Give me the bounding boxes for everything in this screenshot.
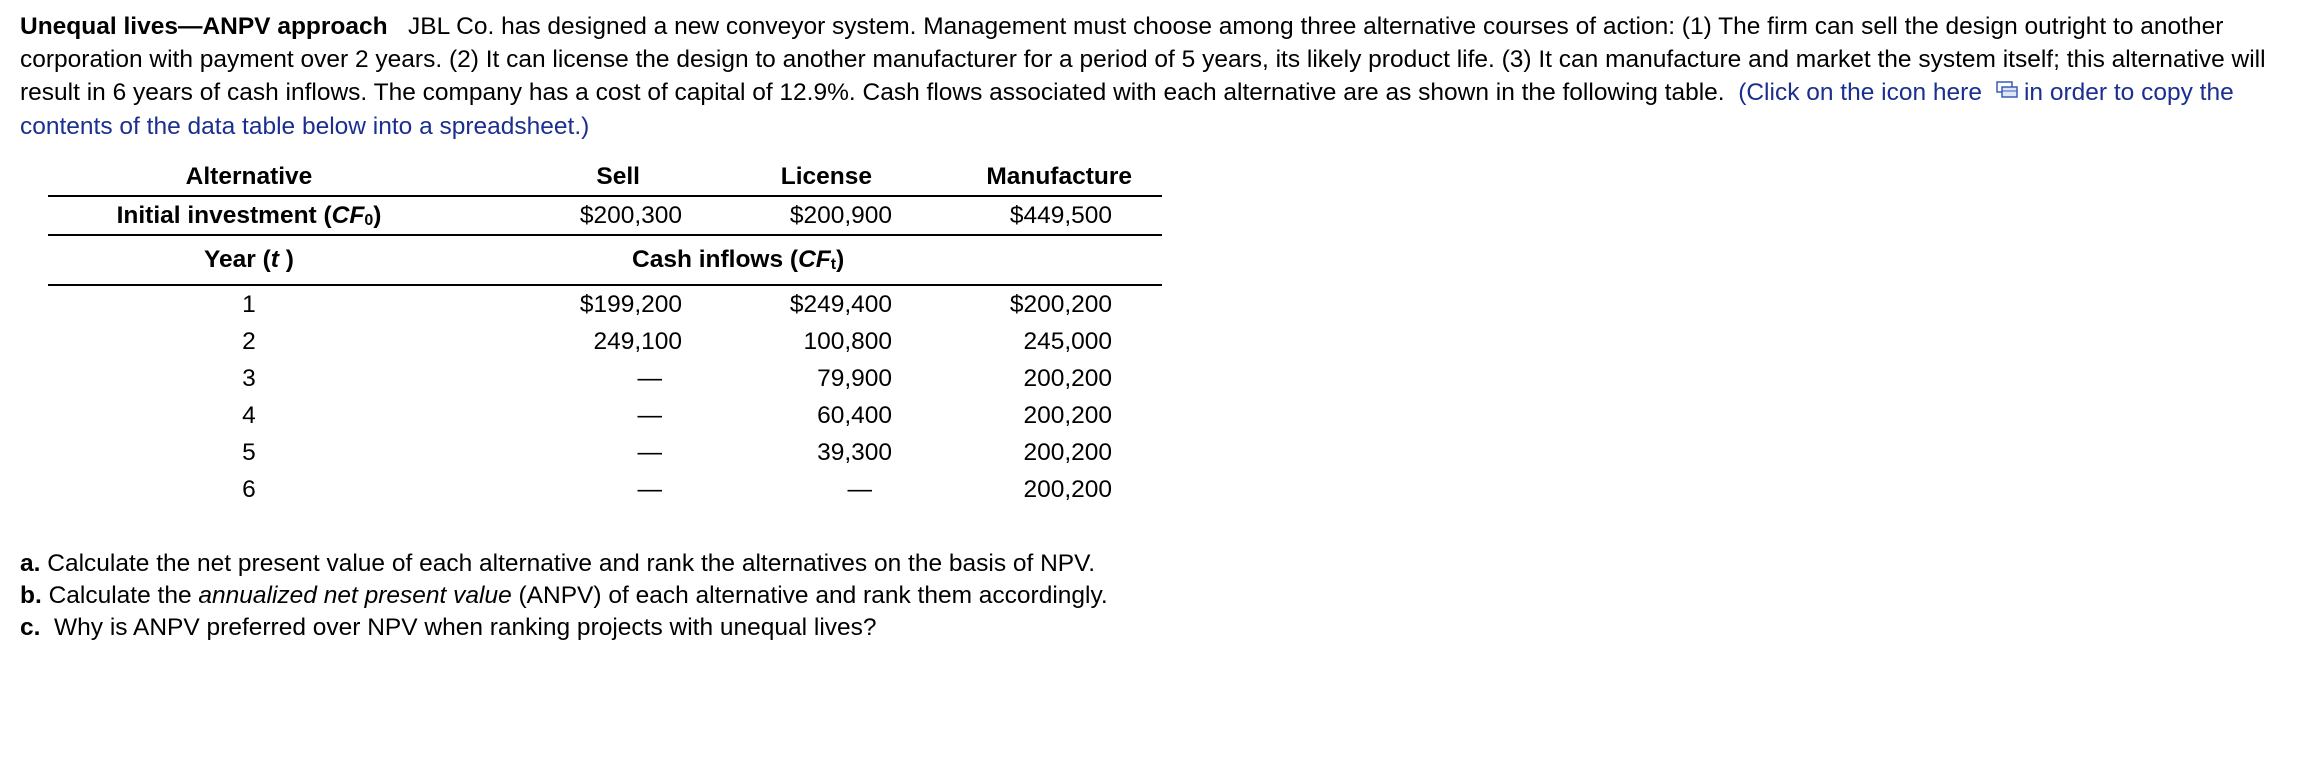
question-b-text-2: (ANPV) of each alternative and rank them accordingly. bbox=[511, 582, 1108, 609]
header-sell: Sell bbox=[450, 158, 682, 196]
question-a-text: Calculate the net present value of each alternative and rank the alternatives on the basis of NPV. bbox=[40, 550, 1096, 577]
problem-body: JBL Co. has designed a new conveyor system. Management must choose among three alternative courses of action: (1) The firm can sell the design outright to another corporation with payment over 2 years. (2) It can license the design to another manufacturer for a period of 5 years, its likely product life. (3) It can manufacture and market the system itself; this alternative will result in 6 years of cash inflows. The company has a cost of capital of 12.9%. Cash flows associated with each alternative are as shown in the following table. bbox=[20, 13, 2266, 106]
problem-title: Unequal lives—ANPV approach bbox=[20, 13, 388, 40]
manufacture-cell: 200,200 bbox=[1023, 475, 1112, 503]
table-row bbox=[48, 397, 1162, 434]
problem-statement bbox=[20, 10, 2300, 143]
year-label-text: Year ( bbox=[204, 246, 271, 273]
year-header-row bbox=[48, 235, 1162, 285]
inflows-label-var: CF bbox=[798, 246, 831, 273]
questions bbox=[20, 548, 1108, 644]
manufacture-cell: 200,200 bbox=[1023, 438, 1112, 466]
table-row bbox=[48, 434, 1162, 471]
license-cell: 100,800 bbox=[803, 327, 892, 355]
sell-cell: — bbox=[637, 364, 662, 392]
year-cell: 4 bbox=[242, 401, 256, 429]
table-row bbox=[48, 360, 1162, 397]
year-cell: 1 bbox=[242, 290, 256, 318]
initial-label-close: ) bbox=[373, 201, 382, 229]
question-b bbox=[20, 580, 1108, 612]
year-cell: 2 bbox=[242, 327, 256, 355]
table-row bbox=[48, 323, 1162, 360]
initial-investment-label bbox=[48, 196, 450, 235]
inflows-label-close: ) bbox=[836, 246, 845, 273]
sell-cell: $199,200 bbox=[579, 290, 682, 318]
inflows-label-sub: t bbox=[830, 256, 837, 273]
header-manufacture: Manufacture bbox=[892, 158, 1162, 196]
license-cell: — bbox=[847, 475, 872, 503]
cash-flow-table bbox=[48, 158, 1162, 508]
manufacture-cell: 200,200 bbox=[1023, 364, 1112, 392]
question-b-text-em: annualized net present value bbox=[198, 582, 512, 609]
initial-investment-row bbox=[48, 196, 1162, 235]
question-c-label: c. bbox=[20, 614, 41, 641]
year-label-close: ) bbox=[278, 246, 294, 273]
license-cell: $249,400 bbox=[789, 290, 892, 318]
year-cell: 6 bbox=[242, 475, 256, 503]
manufacture-cell: 200,200 bbox=[1023, 401, 1112, 429]
copy-link-text-end[interactable]: in order to copy the contents of the data table below into a spreadsheet.) bbox=[20, 79, 2234, 141]
question-a bbox=[20, 548, 1108, 580]
initial-label-sub: 0 bbox=[364, 211, 374, 229]
copy-link-text-start[interactable]: (Click on the icon here bbox=[1738, 79, 1982, 106]
inflows-label-text: Cash inflows ( bbox=[632, 246, 799, 273]
cash-inflows-header bbox=[450, 235, 1162, 285]
license-cell: 79,900 bbox=[817, 364, 892, 392]
initial-label-text: Initial investment ( bbox=[116, 201, 332, 229]
year-cell: 3 bbox=[242, 364, 256, 392]
header-alternative: Alternative bbox=[48, 158, 450, 196]
table-row bbox=[48, 285, 1162, 323]
table-header-row bbox=[48, 158, 1162, 196]
table-row bbox=[48, 471, 1162, 508]
initial-manufacture: $449,500 bbox=[892, 196, 1162, 235]
initial-license: $200,900 bbox=[682, 196, 892, 235]
sell-cell: 249,100 bbox=[593, 327, 682, 355]
question-c bbox=[20, 612, 1108, 644]
header-license: License bbox=[682, 158, 892, 196]
question-b-text-1: Calculate the bbox=[41, 582, 199, 609]
sell-cell: — bbox=[637, 475, 662, 503]
year-cell: 5 bbox=[242, 438, 256, 466]
license-cell: 39,300 bbox=[817, 438, 892, 466]
initial-label-var: CF bbox=[331, 201, 365, 229]
sell-cell: — bbox=[637, 438, 662, 466]
copy-table-icon[interactable] bbox=[1996, 75, 2018, 108]
license-cell: 60,400 bbox=[817, 401, 892, 429]
question-b-label: b. bbox=[20, 582, 42, 609]
sell-cell: — bbox=[637, 401, 662, 429]
question-a-label: a. bbox=[20, 550, 41, 577]
problem-container bbox=[20, 10, 2300, 143]
year-header bbox=[48, 235, 450, 285]
initial-sell: $200,300 bbox=[450, 196, 682, 235]
year-label-var: t bbox=[270, 246, 279, 273]
manufacture-cell: 245,000 bbox=[1023, 327, 1112, 355]
question-c-text: Why is ANPV preferred over NPV when ranking projects with unequal lives? bbox=[40, 614, 877, 641]
manufacture-cell: $200,200 bbox=[1009, 290, 1112, 318]
cash-flow-rows bbox=[48, 285, 1162, 508]
